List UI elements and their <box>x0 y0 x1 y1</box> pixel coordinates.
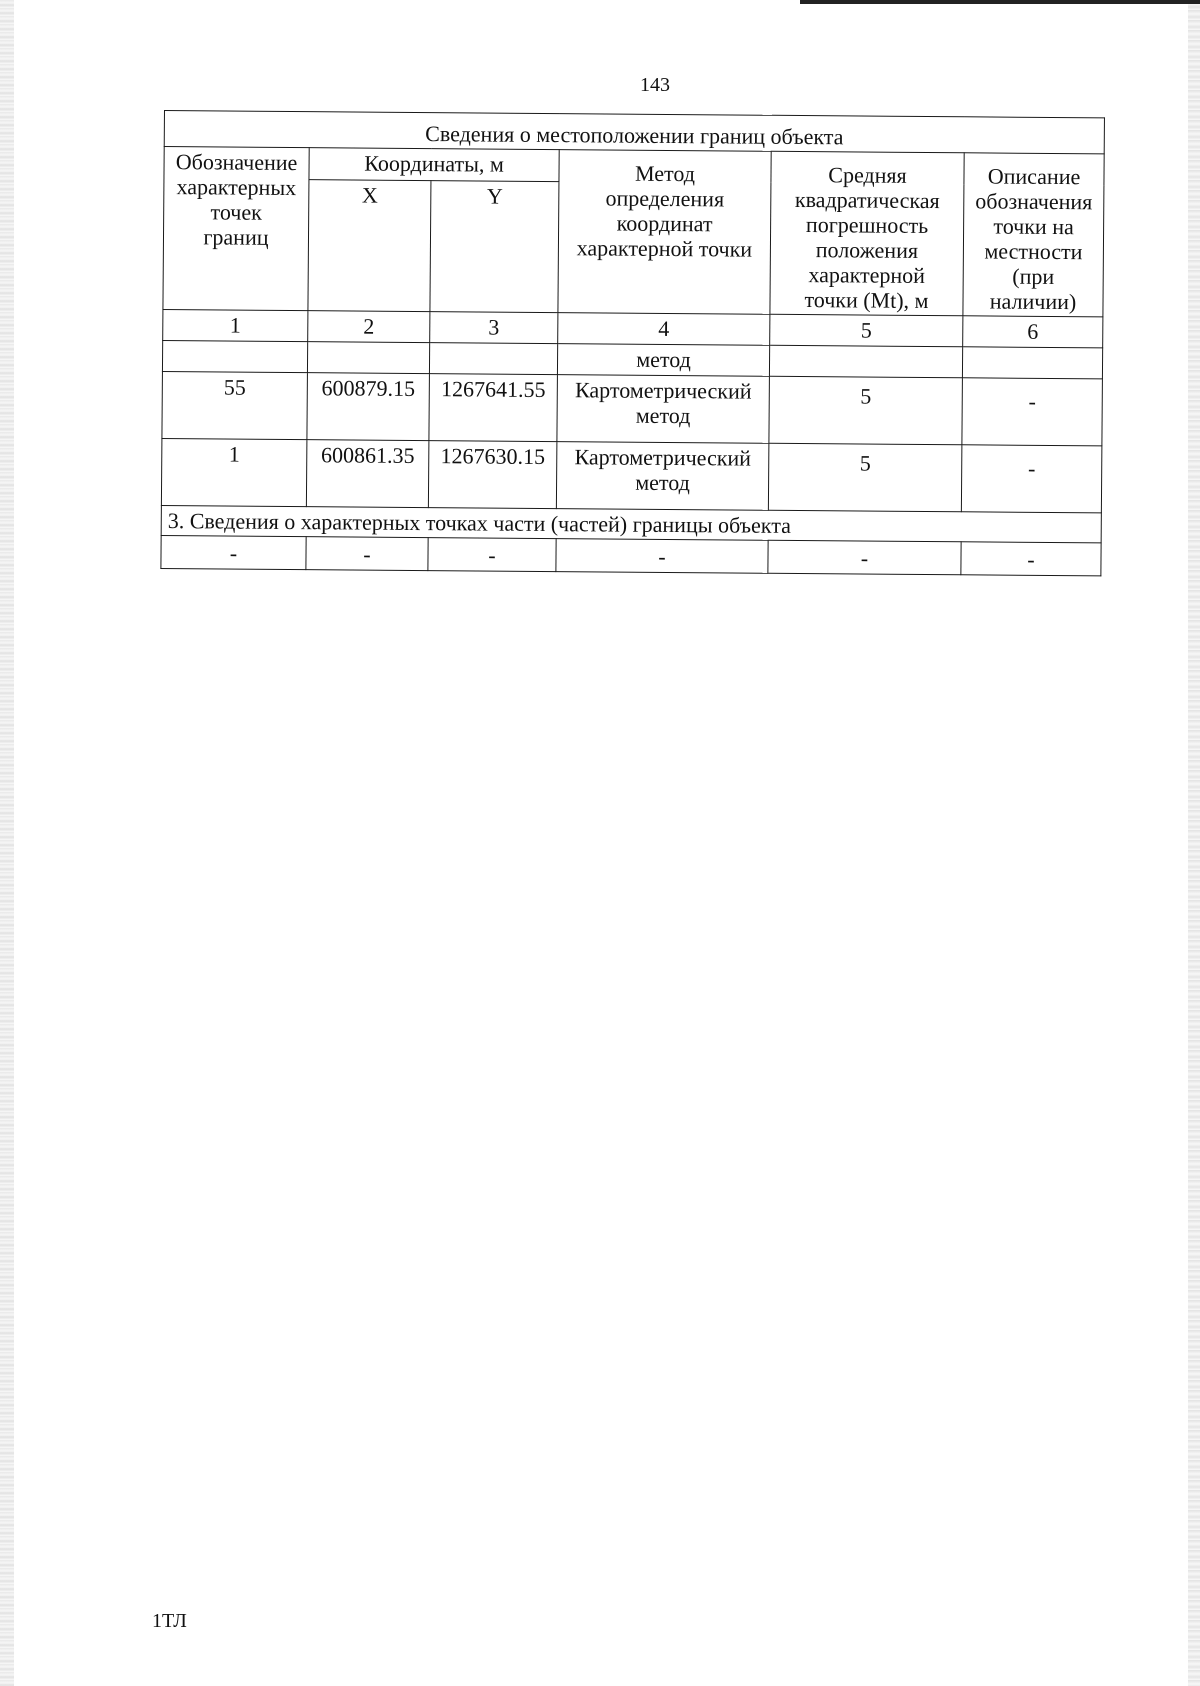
table-cell: - <box>556 539 768 574</box>
boundary-table <box>160 110 1105 576</box>
header-method: Метод определения координат характерной точки <box>558 150 771 315</box>
header-coordinates: Координаты, м <box>309 148 559 182</box>
point-id: 55 <box>162 371 308 439</box>
column-number: 3 <box>430 312 558 344</box>
table-title: Сведения о местоположении границ объекта <box>164 111 1104 154</box>
header-description: Описание обозначения точки на местности (при наличии) <box>963 153 1104 317</box>
header-point-designation: Обозначение характерных точек границ <box>163 147 309 311</box>
table-row <box>161 535 1101 575</box>
method-cell: Картометрический метод <box>557 375 770 444</box>
description-cell: - <box>961 445 1102 513</box>
method-cell: Картометрический метод <box>556 442 769 511</box>
column-number: 1 <box>163 309 308 341</box>
table-cell: - <box>428 538 556 572</box>
table-cell: - <box>768 540 961 575</box>
table-cell: - <box>961 542 1101 576</box>
table-row <box>161 438 1102 512</box>
page-number: 143 <box>640 74 670 96</box>
footer-code: 1ТЛ <box>152 1610 187 1632</box>
coordinate-x: 600879.15 <box>307 373 430 441</box>
header-error: Средняя квадратическая погрешность положения характерной точки (Mt), м <box>770 151 964 316</box>
point-id: 1 <box>161 438 307 506</box>
error-cell: 5 <box>768 443 962 512</box>
table-cell: - <box>306 537 428 571</box>
description-cell: - <box>962 378 1103 446</box>
column-number: 5 <box>770 314 963 347</box>
table-cell: метод <box>557 344 769 377</box>
scan-edge-left <box>0 0 14 1686</box>
coordinate-y: 1267641.55 <box>429 374 558 442</box>
section-3-title: 3. Сведения о характерных точках части (частей) границы объекта <box>161 505 1101 542</box>
table-row <box>162 371 1103 445</box>
header-x: X <box>308 180 431 312</box>
error-cell: 5 <box>769 376 963 445</box>
table-cell <box>307 342 429 374</box>
table-cell <box>429 343 557 375</box>
column-number: 2 <box>308 311 430 343</box>
coordinate-x: 600861.35 <box>306 440 429 508</box>
top-rule <box>800 0 1200 4</box>
column-number: 4 <box>558 313 770 346</box>
scan-edge-right <box>1188 0 1200 1686</box>
table-cell <box>162 340 307 372</box>
table-cell <box>962 347 1102 379</box>
table-cell <box>769 345 962 378</box>
column-number: 6 <box>963 316 1103 348</box>
coordinate-y: 1267630.15 <box>428 441 557 509</box>
header-y: Y <box>430 181 559 313</box>
table-cell: - <box>161 535 306 569</box>
